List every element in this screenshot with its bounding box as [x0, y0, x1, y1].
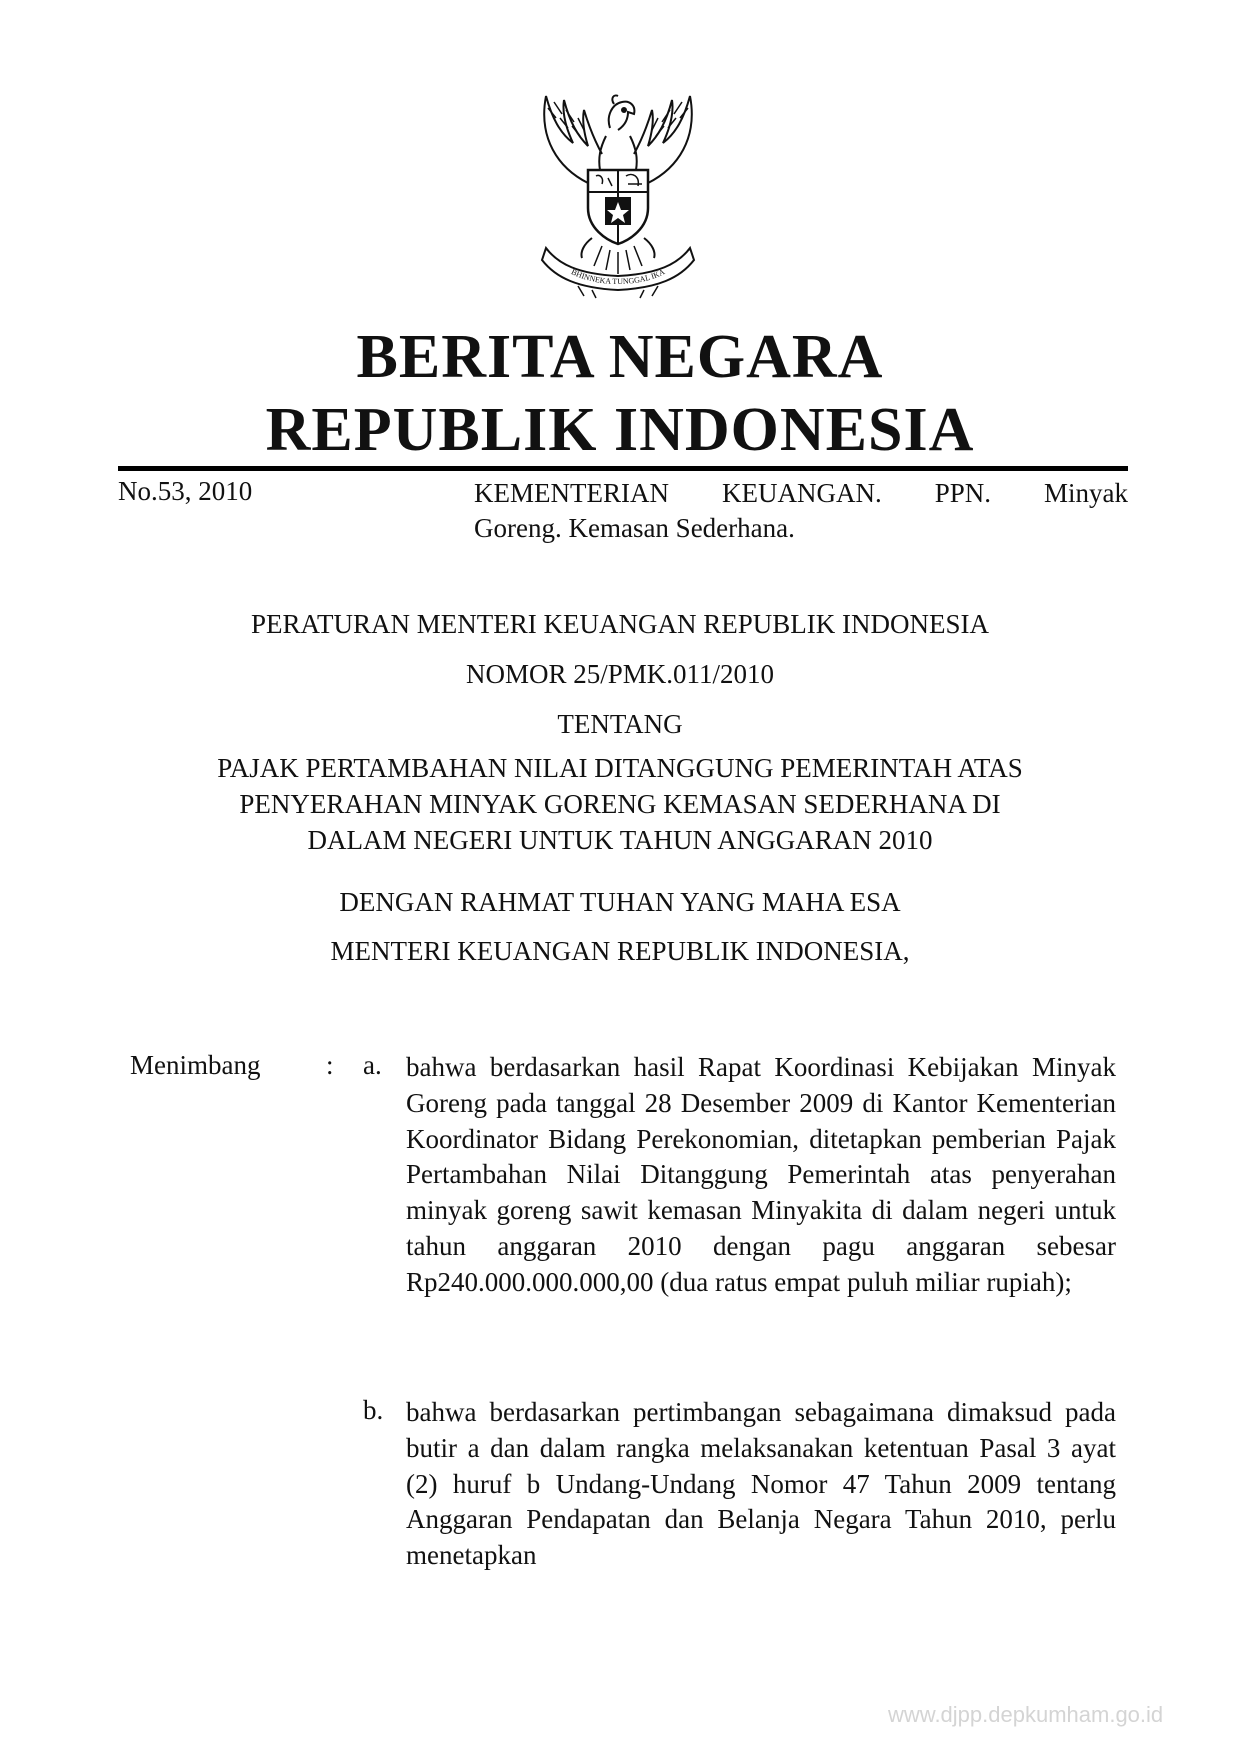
- regulation-about: TENTANG: [557, 709, 683, 739]
- considering-item-a-letter: a.: [363, 1050, 382, 1080]
- considering-label: Menimbang: [130, 1050, 261, 1080]
- gazette-description-line1: KEMENTERIAN KEUANGAN. PPN. Minyak: [474, 478, 1128, 508]
- regulation-title: PERATURAN MENTERI KEUANGAN REPUBLIK INDONESIA: [251, 609, 989, 639]
- considering-item-b-letter: b.: [363, 1395, 384, 1425]
- motto-text: BHINNEKA TUNGGAL IKA: [569, 267, 667, 287]
- masthead-line1: BERITA NEGARA: [356, 323, 884, 391]
- considering-item-a-text: bahwa berdasarkan hasil Rapat Koordinasi Kebijakan Minyak Goreng pada tanggal 28 Desember 2009 di Kantor Kementerian Koordinator Bidang Perekonomian, ditetapkan pemberian Pajak Pertambahan Nilai Ditanggung Pemerintah atas penyerahan minyak goreng sawit kemasan Minyakita di dalam negeri untuk tahun anggaran 2010 dengan pagu anggaran sebesar Rp240.000.000.000,00 (dua ratus empat puluh miliar rupiah);: [406, 1052, 1116, 1297]
- regulation-blessing: DENGAN RAHMAT TUHAN YANG MAHA ESA: [339, 887, 901, 917]
- masthead-rule: [118, 466, 1128, 471]
- gazette-description-line2: Goreng. Kemasan Sederhana.: [474, 513, 795, 543]
- watermark-url: www.djpp.depkumham.go.id: [888, 1702, 1164, 1727]
- regulation-subject-line2: PENYERAHAN MINYAK GORENG KEMASAN SEDERHANA DI: [239, 789, 1001, 819]
- regulation-number: NOMOR 25/PMK.011/2010: [465, 659, 775, 689]
- regulation-subject: [0, 750, 1240, 858]
- garuda-emblem: [518, 88, 718, 300]
- masthead-line2: REPUBLIK INDONESIA: [265, 396, 975, 464]
- gazette-number: No.53, 2010: [118, 476, 253, 506]
- regulation-subject-line1: PAJAK PERTAMBAHAN NILAI DITANGGUNG PEMERINTAH ATAS: [217, 753, 1023, 783]
- regulation-issuer: MENTERI KEUANGAN REPUBLIK INDONESIA,: [330, 936, 910, 966]
- considering-item-b-text: bahwa berdasarkan pertimbangan sebagaimana dimaksud pada butir a dan dalam rangka melaksanakan ketentuan Pasal 3 ayat (2) huruf b Undang-Undang Nomor 47 Tahun 2009 tentang Anggaran Pendapatan dan Belanja Negara Tahun 2010, perlu menetapkan: [406, 1397, 1116, 1571]
- gazette-description: [474, 476, 1128, 546]
- considering-colon: :: [326, 1050, 334, 1080]
- regulation-subject-line3: DALAM NEGERI UNTUK TAHUN ANGGARAN 2010: [307, 825, 933, 855]
